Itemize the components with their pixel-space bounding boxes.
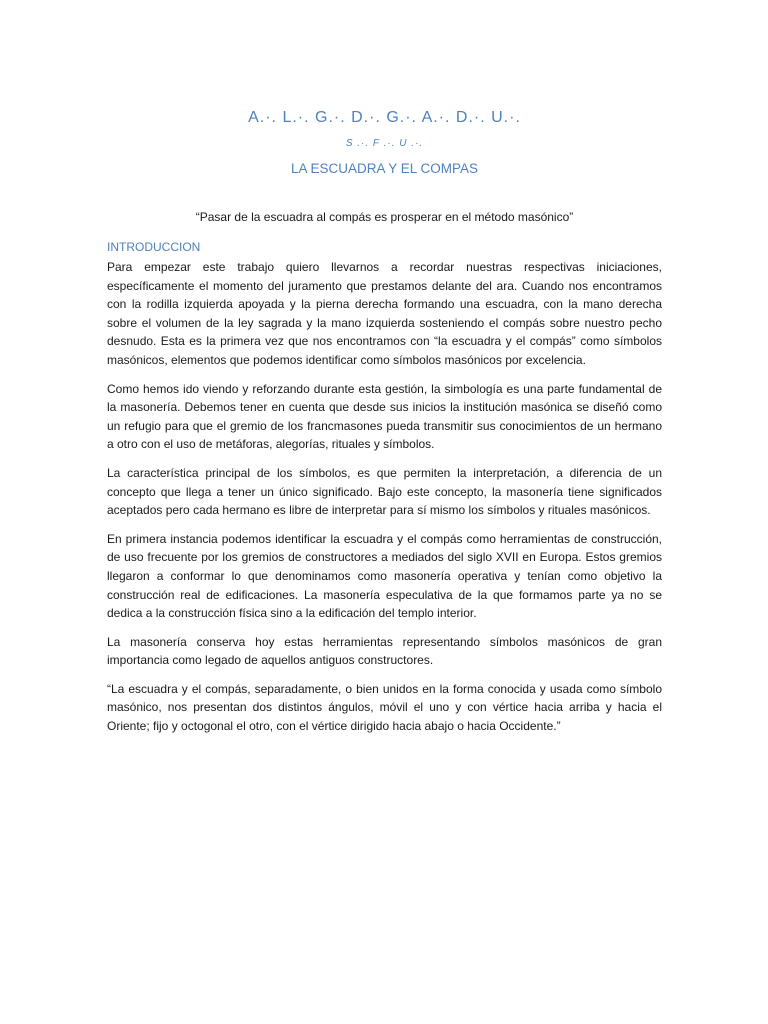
paragraph: Como hemos ido viendo y reforzando durante esta gestión, la simbología es una parte fundamental de la masonería. Debemos tener en cuenta que desde sus inicios la institución masónica se diseñó como un refugio para que el gremio de los francmasones pueda transmitir sus conocimientos de un hermano a otro con el uso de metáforas, alegorías, rituales y símbolos. [107,381,662,452]
paragraph: En primera instancia podemos identificar la escuadra y el compás como herramientas de construcción, de uso frecuente por los gremios de constructores a mediados del siglo XVII en Europa. Estos gremios llegaron a conformar lo que denominamos como masonería operativa y tenían como objetivo la construcción real de edificaciones. La masonería especulativa de la que formamos parte ya no se dedica a la construcción física sino a la edificación del templo interior. [107,531,662,621]
document-title: A.·. L.·. G.·. D.·. G.·. A.·. D.·. U.·. [248,109,521,126]
section-heading: INTRODUCCION [107,240,201,254]
paragraph: “La escuadra y el compás, separadamente, o bien unidos en la forma conocida y usada como símbolo masónico, nos presentan dos distintos ángulos, móvil el uno y con vértice hacia arriba y hacia el Oriente; fijo y octogonal el otro, con el vértice dirigido hacia abajo o hacia Occidente.” [107,681,662,734]
paragraph: La masonería conserva hoy estas herramientas representando símbolos masónicos de gran importancia como legado de aquellos antiguos constructores. [107,634,662,668]
paragraph: La característica principal de los símbolos, es que permiten la interpretación, a diferencia de un concepto que llega a tener un único significado. Bajo este concepto, la masonería tiene significados aceptados pero cada hermano es libre de interpretar para sí mismo los símbolos y rituales masónicos. [107,465,662,518]
document-subtitle: S .·. F .·. U .·. [345,138,424,149]
paragraph: Para empezar este trabajo quiero llevarnos a recordar nuestras respectivas iniciaciones, específicamente el momento del juramento que prestamos delante del ara. Cuando nos encontramos con la rodilla izquierda apoyada y la pierna derecha formando una escuadra, con la mano derecha sobre el volumen de la ley sagrada y la mano izquierda sosteniendo el compás sobre nuestro pecho desnudo. Esta es la primera vez que nos encontramos con “la escuadra y el compás” como símbolos masónicos, elementos que podemos identificar como símbolos masónicos por excelencia. [107,260,662,367]
body-text [107,258,662,746]
epigraph-quote: “Pasar de la escuadra al compás es prosperar en el método masónico” [195,210,574,224]
document-topic: LA ESCUADRA Y EL COMPAS [290,161,479,176]
